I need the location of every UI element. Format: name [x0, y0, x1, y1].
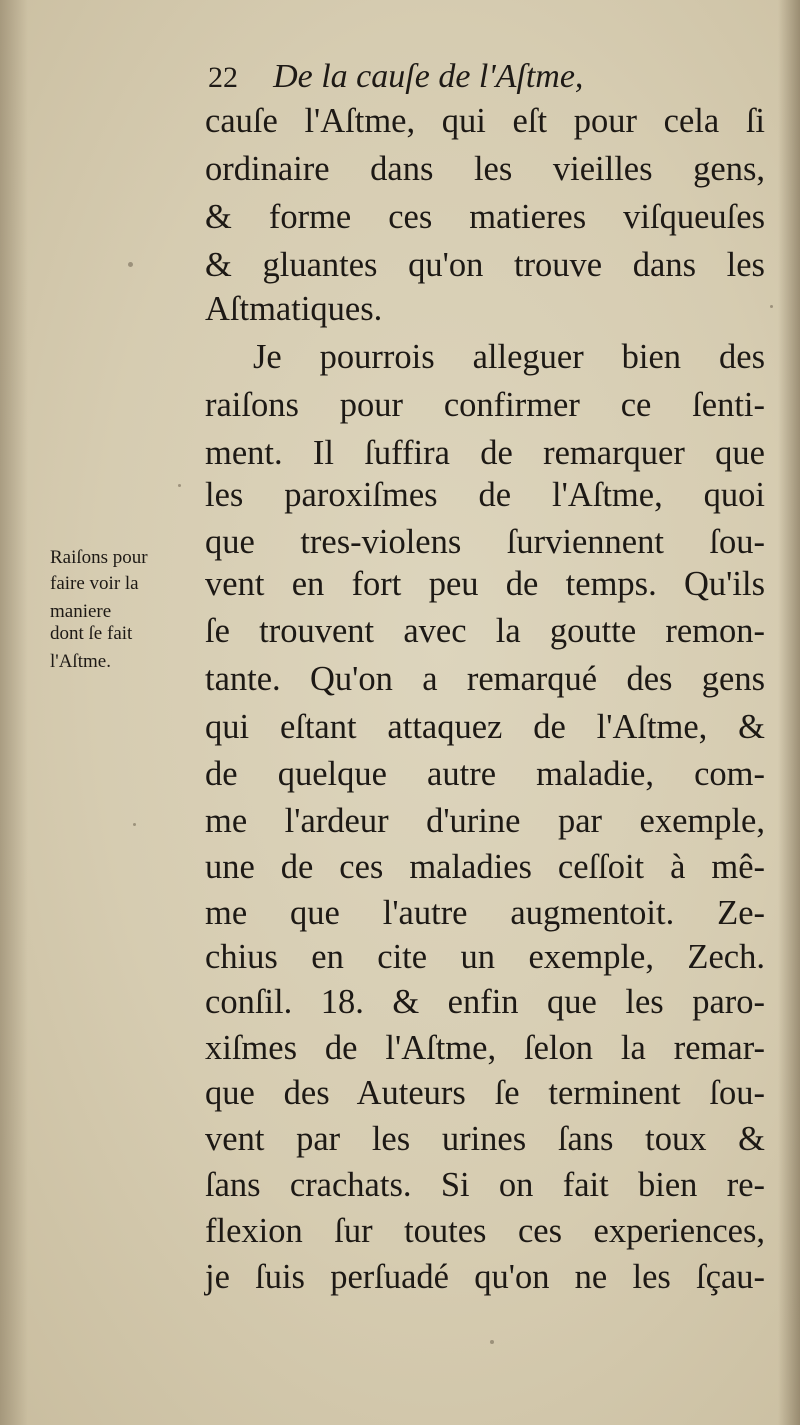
margin-note-line: faire voir la — [50, 573, 139, 594]
text-line: ſans crachats. Si on fait bien re- — [205, 1166, 765, 1204]
text-line: xiſmes de l'Aſtme, ſelon la remar- — [205, 1029, 765, 1067]
text-line: que tres-violens ſurviennent ſou- — [205, 523, 765, 561]
text-line: & forme ces matieres viſqueuſes — [205, 198, 765, 236]
text-line: me l'ardeur d'urine par exemple, — [205, 802, 765, 840]
text-line: que des Auteurs ſe terminent ſou- — [205, 1074, 765, 1112]
margin-note-line: dont ſe fait — [50, 623, 133, 644]
gutter-shadow — [0, 0, 28, 1425]
text-line: Je pourrois alleguer bien des — [253, 338, 765, 376]
text-line: & gluantes qu'on trouve dans les — [205, 246, 765, 284]
text-line: chius en cite un exemple, Zech. — [205, 938, 765, 976]
text-line: ſe trouvent avec la goutte remon- — [205, 612, 765, 650]
page-edge-shadow — [778, 0, 800, 1425]
text-line: qui eſtant attaquez de l'Aſtme, & — [205, 708, 765, 746]
text-line: une de ces maladies ceſſoit à mê- — [205, 848, 765, 886]
margin-note-line: maniere — [50, 601, 112, 622]
page-number: 22 — [208, 61, 238, 94]
text-line: vent en fort peu de temps. Qu'ils — [205, 565, 765, 603]
text-line: flexion ſur toutes ces experiences, — [205, 1212, 765, 1250]
text-line: Aſtmatiques. — [205, 290, 383, 328]
text-line: je ſuis perſuadé qu'on ne les ſçau- — [205, 1258, 765, 1296]
running-head — [208, 58, 583, 108]
text-line: conſil. 18. & enfin que les paro- — [205, 983, 765, 1021]
text-line: ordinaire dans les vieilles gens, — [205, 150, 765, 188]
margin-note-line: Raiſons pour — [50, 547, 148, 568]
text-line: tante. Qu'on a remarqué des gens — [205, 660, 765, 698]
text-line: raiſons pour confirmer ce ſenti- — [205, 386, 765, 424]
text-line: ment. Il ſuffira de remarquer que — [205, 434, 765, 472]
text-line: me que l'autre augmentoit. Ze- — [205, 894, 765, 932]
text-line: de quelque autre maladie, com- — [205, 755, 765, 793]
margin-note-line: l'Aſtme. — [50, 651, 111, 672]
text-line: cauſe l'Aſtme, qui eſt pour cela ſi — [205, 102, 765, 140]
running-title: De la cauſe de l'Aſtme, — [273, 58, 584, 95]
text-line: vent par les urines ſans toux & — [205, 1120, 765, 1158]
text-line: les paroxiſmes de l'Aſtme, quoi — [205, 476, 765, 514]
